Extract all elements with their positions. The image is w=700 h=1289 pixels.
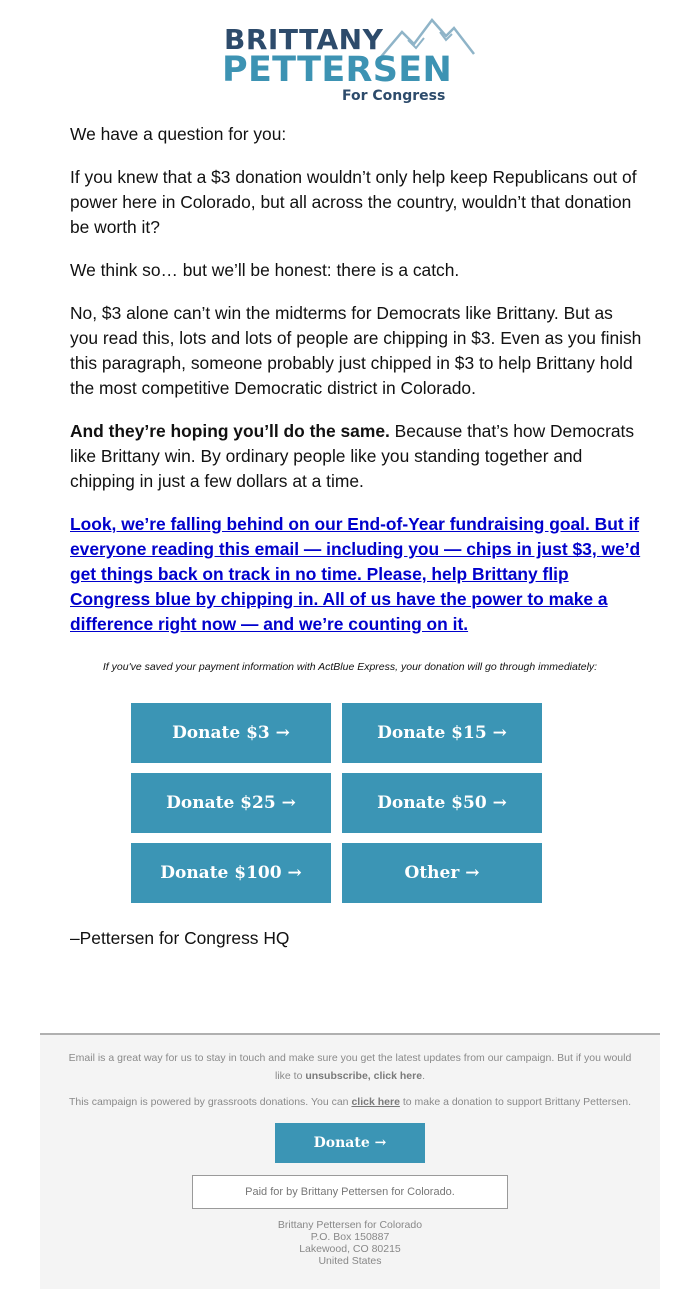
footer-donate-button[interactable]: Donate → [275, 1123, 425, 1163]
logo-first-name: BRITTANY [224, 23, 384, 56]
footer-grassroots-text [40, 1096, 660, 1108]
paragraph-donation-worth: If you knew that a $3 donation wouldn’t only help keep Republicans out of power here in Colorado, but all across the country, wouldn’t that donation be worth it? [70, 167, 637, 237]
footer-unsubscribe-end: . [422, 1070, 425, 1082]
footer-donate-link[interactable]: click here [351, 1096, 400, 1108]
actblue-note: If you've saved your payment information with ActBlue Express, your donation will go through immediately: [102, 661, 598, 673]
paragraph-same-bold: And they’re hoping you’ll do the same. [70, 421, 390, 441]
paragraph-question: We have a question for you: [70, 124, 287, 144]
donate-3-button[interactable]: Donate $3 → [131, 703, 331, 763]
address-country: United States [318, 1255, 382, 1267]
footer-unsubscribe-intro: Email is a great way for us to stay in touch and make sure you get the latest updates from our campaign. But if you would like to [68, 1052, 632, 1082]
logo-tagline: For Congress [342, 88, 446, 104]
campaign-logo [222, 18, 482, 106]
donate-15-button[interactable]: Donate $15 → [342, 703, 542, 763]
donate-50-button[interactable]: Donate $50 → [342, 773, 542, 833]
paragraph-catch: We think so… but we’ll be honest: there is a catch. [70, 260, 460, 280]
donate-100-button[interactable]: Donate $100 → [131, 843, 331, 903]
paragraph-same-rest: Because that’s how Democrats like Brittany win. By ordinary people like you standing together and chipping in just a few dollars at a time. [70, 421, 635, 491]
fundraising-goal-link[interactable]: Look, we’re falling behind on our End-of-Year fundraising goal. But if everyone reading this email — including you — chips in just $3, we’d get things back on track in no time. Please, help Brittany flip Congress blue by chipping in. All of us have the power to make a difference right now — and we’re counting on it. [70, 514, 641, 634]
donate-25-button[interactable]: Donate $25 → [131, 773, 331, 833]
donate-other-button[interactable]: Other → [342, 843, 542, 903]
address-name: Brittany Pettersen for Colorado [277, 1219, 423, 1231]
footer-grassroots-intro: This campaign is powered by grassroots donations. You can [68, 1096, 352, 1108]
signature: –Pettersen for Congress HQ [70, 928, 290, 948]
footer-unsubscribe-text [60, 1049, 640, 1085]
unsubscribe-link[interactable]: unsubscribe, click here [305, 1070, 423, 1082]
address-po-box: P.O. Box 150887 [310, 1231, 390, 1243]
mailing-address [40, 1219, 660, 1267]
paid-for-disclaimer: Paid for by Brittany Pettersen for Colorado. [192, 1175, 508, 1209]
paragraph-same [70, 419, 645, 494]
paragraph-goal [70, 512, 645, 637]
email-footer [40, 1033, 660, 1289]
footer-grassroots-end: to make a donation to support Brittany Pettersen. [399, 1096, 632, 1108]
paragraph-chipping-in: No, $3 alone can’t win the midterms for Democrats like Brittany. But as you read this, lots and lots of people are chipping in $3. Even as you finish this paragraph, someone probably just chipped in $3 to help Brittany hold the most competitive Democratic district in Colorado. [70, 303, 642, 398]
logo-last-name: PETTERSEN [222, 50, 453, 90]
address-city: Lakewood, CO 80215 [299, 1243, 401, 1255]
